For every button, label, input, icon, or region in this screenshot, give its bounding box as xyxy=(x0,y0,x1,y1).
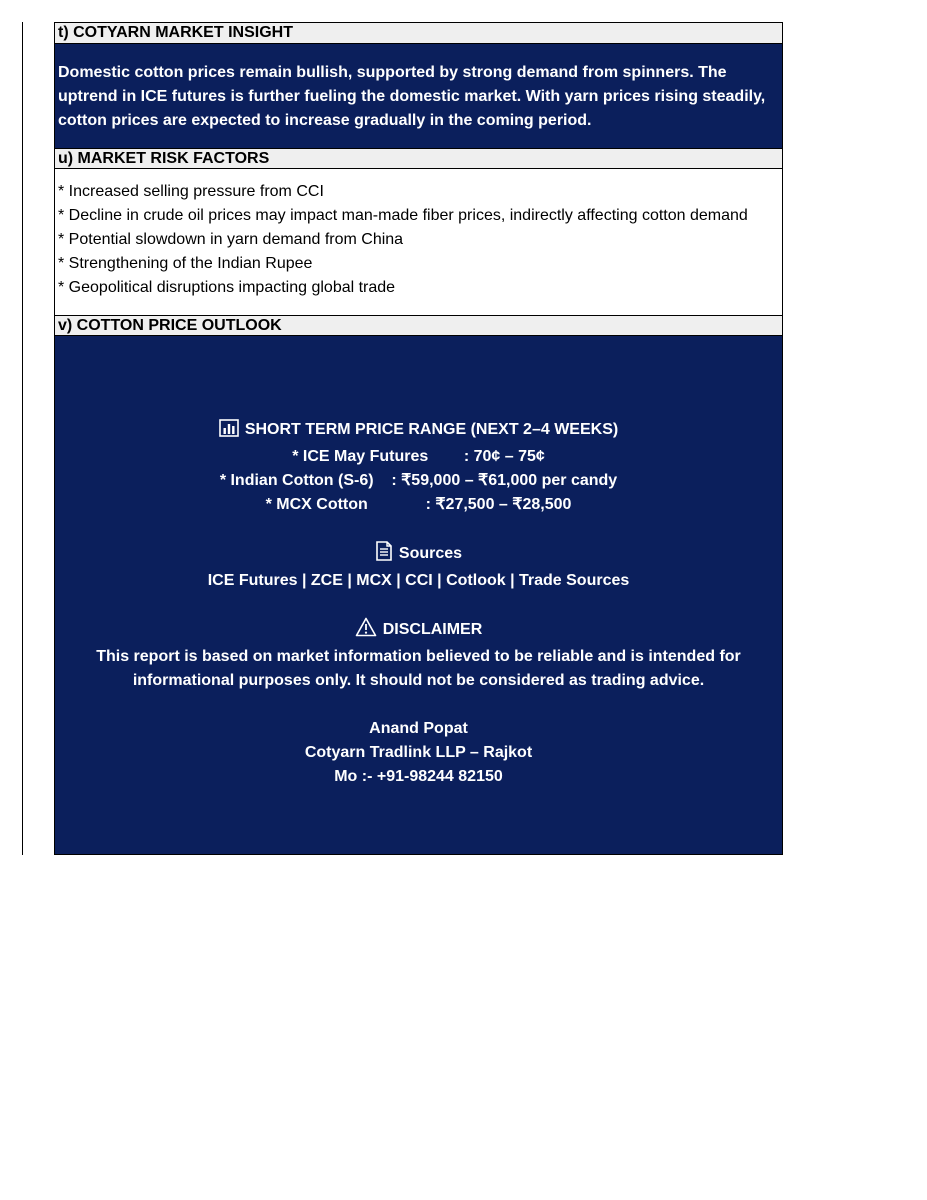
price-range-item: * ICE May Futures : 70¢ – 75¢ xyxy=(292,448,545,465)
price-range-title-text: SHORT TERM PRICE RANGE (NEXT 2–4 WEEKS) xyxy=(244,421,619,438)
risks-body xyxy=(55,169,782,315)
risk-item: * Decline in crude oil prices may impact man-made fiber prices, indirectly affecting cotton demand xyxy=(58,207,748,224)
company-name: Cotyarn Tradlink LLP – Rajkot xyxy=(304,744,533,761)
sources-title-text: Sources xyxy=(398,545,463,562)
report-sheet xyxy=(54,22,783,855)
document-icon xyxy=(375,541,393,569)
sources-title xyxy=(55,541,782,569)
bar-chart-icon xyxy=(219,419,239,445)
disclaimer-line: informational purposes only. It should not be considered as trading advice. xyxy=(132,672,705,689)
risk-item: * Geopolitical disruptions impacting global trade xyxy=(58,279,396,296)
sources-list: ICE Futures | ZCE | MCX | CCI | Cotlook | Trade Sources xyxy=(207,572,630,589)
risk-item: * Increased selling pressure from CCI xyxy=(58,183,324,200)
disclaimer-title xyxy=(55,617,782,645)
outlook-heading: v) COTTON PRICE OUTLOOK xyxy=(55,315,782,336)
risk-item: * Potential slowdown in yarn demand from China xyxy=(58,231,404,248)
price-range-item: * MCX Cotton : ₹27,500 – ₹28,500 xyxy=(265,496,572,513)
insight-line: cotton prices are expected to increase gradually in the coming period. xyxy=(58,112,592,129)
risk-item: * Strengthening of the Indian Rupee xyxy=(58,255,313,272)
insight-heading: t) COTYARN MARKET INSIGHT xyxy=(55,23,782,44)
insight-line: Domestic cotton prices remain bullish, supported by strong demand from spinners. The xyxy=(58,64,727,81)
disclaimer-title-text: DISCLAIMER xyxy=(382,621,483,638)
warning-icon xyxy=(355,617,377,645)
outlook-body xyxy=(55,336,782,854)
page-margin-rule xyxy=(22,22,23,855)
phone-number: Mo :- +91-98244 82150 xyxy=(334,768,503,785)
price-range-item: * Indian Cotton (S-6) : ₹59,000 – ₹61,000 per candy xyxy=(219,472,618,489)
risks-heading: u) MARKET RISK FACTORS xyxy=(55,148,782,169)
insight-line: uptrend in ICE futures is further fueling the domestic market. With yarn prices rising steadily, xyxy=(58,88,766,105)
price-range-title xyxy=(55,418,782,445)
disclaimer-line: This report is based on market information believed to be reliable and is intended for xyxy=(96,648,741,665)
insight-body xyxy=(55,44,782,148)
author-name: Anand Popat xyxy=(369,720,468,737)
